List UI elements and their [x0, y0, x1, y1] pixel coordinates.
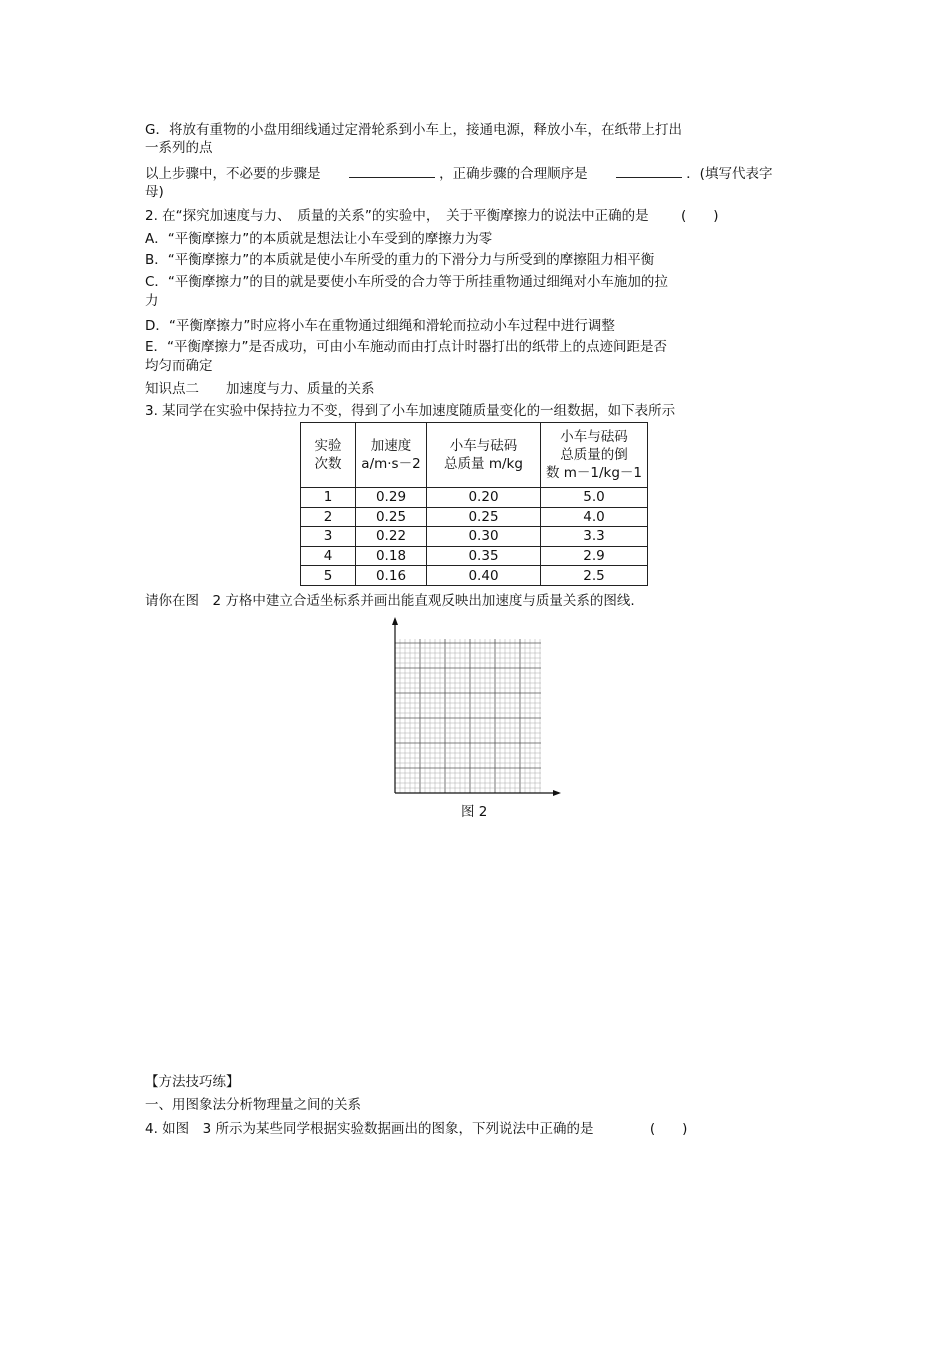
table-cell: 0.29	[356, 488, 427, 508]
plot-instruction: 请你在图 2 方格中建立合适坐标系并画出能直观反映出加速度与质量关系的图线.	[145, 593, 635, 609]
question4-text: 4. 如图 3 所示为某些同学根据实验数据画出的图象，下列说法中正确的是	[145, 1121, 594, 1137]
step-g-line1: G．将放有重物的小盘用细线通过定滑轮系到小车上，接通电源，释放小车，在纸带上打出	[145, 122, 682, 138]
table-row	[301, 488, 648, 508]
option-d: D．“平衡摩擦力”时应将小车在重物通过细绳和滑轮而拉动小车过程中进行调整	[145, 318, 615, 334]
x-axis-arrow-icon	[553, 790, 561, 796]
knowledge-point-2-heading: 知识点二 加速度与力、质量的关系	[145, 381, 375, 397]
y-axis-arrow-icon	[392, 617, 398, 625]
table-cell: 5.0	[541, 488, 648, 508]
question2-answer-paren[interactable]: ( )	[680, 208, 719, 224]
question1-text-b: ，正确步骤的合理顺序是	[439, 166, 588, 182]
table-cell: 0.20	[427, 488, 541, 508]
data-table	[300, 422, 648, 586]
option-e-line1: E．“平衡摩擦力”是否成功，可由小车施动而由打点计时器打出的纸带上的点迹间距是否	[145, 339, 668, 355]
table-cell: 1	[301, 488, 356, 508]
table-cell: 0.25	[356, 507, 427, 527]
question3-text: 3. 某同学在实验中保持拉力不变，得到了小车加速度随质量变化的一组数据，如下表所示	[145, 403, 676, 419]
option-a: A．“平衡摩擦力”的本质就是想法让小车受到的摩擦力为零	[145, 231, 493, 247]
figure-2-caption: 图 2	[461, 804, 488, 820]
question1-text-c: ．(填写代表字	[686, 166, 773, 182]
table-cell: 0.25	[427, 507, 541, 527]
table-row	[301, 527, 648, 547]
question1-text-a: 以上步骤中，不必要的步骤是	[145, 166, 321, 182]
table-cell: 0.22	[356, 527, 427, 547]
header-acceleration: 加速度 a/m·s－2	[356, 423, 427, 488]
section-1-heading: 一、用图象法分析物理量之间的关系	[145, 1097, 361, 1113]
table-header-row	[301, 423, 648, 488]
option-c-line2: 力	[145, 293, 159, 309]
table-cell: 2	[301, 507, 356, 527]
table-cell: 2.9	[541, 546, 648, 566]
table-cell: 2.5	[541, 566, 648, 586]
table-cell: 4	[301, 546, 356, 566]
table-cell: 3.3	[541, 527, 648, 547]
graph-paper-figure	[385, 613, 563, 798]
table-cell: 0.30	[427, 527, 541, 547]
table-cell: 0.35	[427, 546, 541, 566]
option-c-line1: C．“平衡摩擦力”的目的就是要使小车所受的合力等于所挂重物通过细绳对小车施加的拉	[145, 274, 668, 290]
step-g-line2: 一系列的点	[145, 140, 213, 156]
question2-text: 2. 在“探究加速度与力、 质量的关系”的实验中， 关于平衡摩擦力的说法中正确的是	[145, 208, 649, 224]
option-e-line2: 均匀而确定	[145, 358, 213, 374]
header-inverse-mass: 小车与砝码 总质量的倒 数 m－1/kg－1	[541, 423, 648, 488]
question4-answer-paren[interactable]: ( )	[649, 1121, 688, 1137]
question4-line	[145, 1120, 687, 1138]
option-b: B．“平衡摩擦力”的本质就是使小车所受的重力的下滑分力与所受到的摩擦阻力相平衡	[145, 252, 655, 268]
method-practice-heading: 【方法技巧练】	[145, 1074, 240, 1090]
table-row	[301, 546, 648, 566]
table-row	[301, 566, 648, 586]
graph-paper-grid[interactable]	[385, 613, 563, 798]
header-mass: 小车与砝码 总质量 m/kg	[427, 423, 541, 488]
table-cell: 0.18	[356, 546, 427, 566]
table-row	[301, 507, 648, 527]
question1-line2: 母)	[145, 184, 164, 200]
table-cell: 3	[301, 527, 356, 547]
answer-blank-unnecessary[interactable]	[349, 163, 435, 178]
table-cell: 4.0	[541, 507, 648, 527]
answer-blank-order[interactable]	[616, 163, 682, 178]
table-cell: 0.40	[427, 566, 541, 586]
table-cell: 0.16	[356, 566, 427, 586]
question2-line	[145, 207, 719, 225]
question1-line	[145, 163, 772, 183]
table-cell: 5	[301, 566, 356, 586]
header-trial: 实验 次数	[301, 423, 356, 488]
